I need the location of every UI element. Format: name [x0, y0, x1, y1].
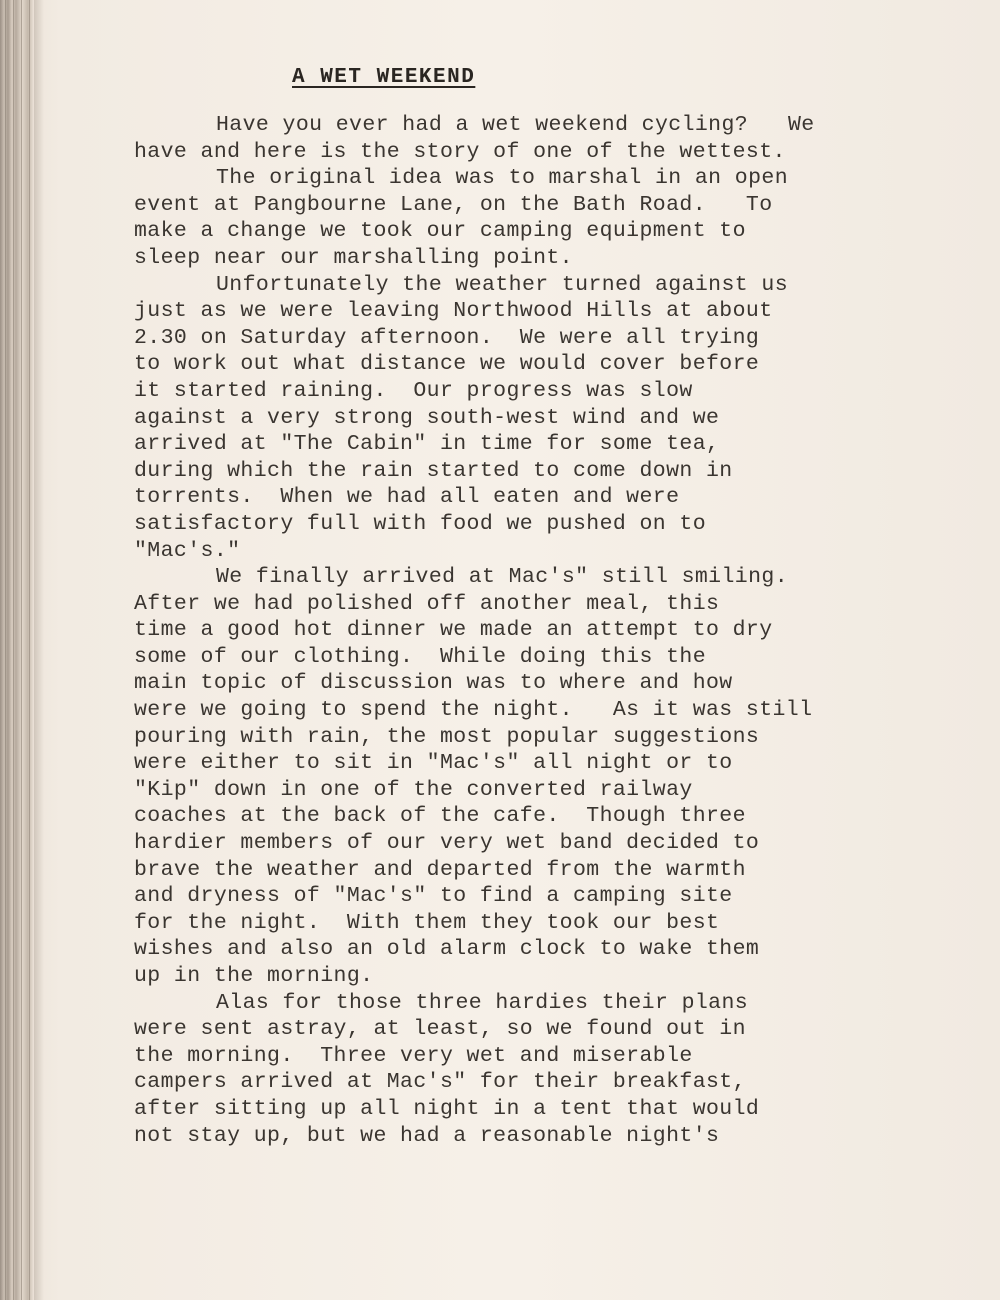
- text-line: pouring with rain, the most popular suggestions: [134, 724, 760, 749]
- text-line: were we going to spend the night. As it was still: [134, 698, 813, 723]
- text-line: arrived at "The Cabin" in time for some tea,: [134, 432, 720, 457]
- binding-edge: [29, 0, 30, 1300]
- text-line: against a very strong south-west wind and we: [134, 405, 720, 430]
- page-shadow: [34, 0, 44, 1300]
- text-line: Unfortunately the weather turned against us: [216, 272, 788, 297]
- text-line: time a good hot dinner we made an attempt to dry: [134, 618, 773, 643]
- text-line: have and here is the story of one of the wettest.: [134, 139, 786, 164]
- text-line: to work out what distance we would cover before: [134, 352, 760, 377]
- text-line: sleep near our marshalling point.: [134, 245, 573, 270]
- text-line: not stay up, but we had a reasonable night's: [134, 1123, 720, 1148]
- text-line: some of our clothing. While doing this the: [134, 644, 706, 669]
- binding-edge: [13, 0, 14, 1300]
- text-line: "Mac's.": [134, 538, 241, 563]
- text-line: torrents. When we had all eaten and were: [134, 485, 680, 510]
- text-line: were either to sit in "Mac's" all night or to: [134, 751, 733, 776]
- text-line: up in the morning.: [134, 964, 374, 988]
- binding-edge: [21, 0, 22, 1300]
- text-line: and dryness of "Mac's" to find a camping site: [134, 884, 733, 909]
- text-line: after sitting up all night in a tent that would: [134, 1096, 760, 1121]
- text-line: it started raining. Our progress was slow: [134, 378, 693, 403]
- text-line: "Kip" down in one of the converted railway: [134, 777, 693, 802]
- text-line: 2.30 on Saturday afternoon. We were all trying: [134, 325, 760, 350]
- text-line: hardier members of our very wet band decided to: [134, 831, 760, 856]
- text-line: Alas for those three hardies their plans: [216, 990, 749, 1015]
- text-line: for the night. With them they took our best: [134, 910, 720, 935]
- text-line: during which the rain started to come down in: [134, 458, 733, 483]
- text-line: We finally arrived at Mac's" still smiling.: [216, 565, 788, 590]
- document-body: [134, 112, 815, 1149]
- text-line: just as we were leaving Northwood Hills at about: [134, 299, 773, 324]
- text-line: Have you ever had a wet weekend cycling? We: [216, 113, 815, 137]
- text-line: coaches at the back of the cafe. Though three: [134, 804, 746, 829]
- text-line: main topic of discussion was to where and how: [134, 671, 733, 696]
- text-line: After we had polished off another meal, this: [134, 591, 720, 616]
- book-binding: [0, 0, 34, 1300]
- text-line: brave the weather and departed from the warmth: [134, 857, 746, 882]
- document-title: A WET WEEKEND: [292, 66, 476, 89]
- text-line: were sent astray, at least, so we found out in: [134, 1017, 746, 1042]
- binding-edge: [5, 0, 6, 1300]
- text-line: event at Pangbourne Lane, on the Bath Road. To: [134, 192, 773, 217]
- text-line: campers arrived at Mac's" for their breakfast,: [134, 1070, 746, 1095]
- text-line: the morning. Three very wet and miserable: [134, 1043, 693, 1068]
- text-line: satisfactory full with food we pushed on to: [134, 511, 706, 536]
- text-line: wishes and also an old alarm clock to wake them: [134, 937, 760, 962]
- text-line: make a change we took our camping equipment to: [134, 219, 746, 244]
- text-line: The original idea was to marshal in an open: [216, 166, 788, 191]
